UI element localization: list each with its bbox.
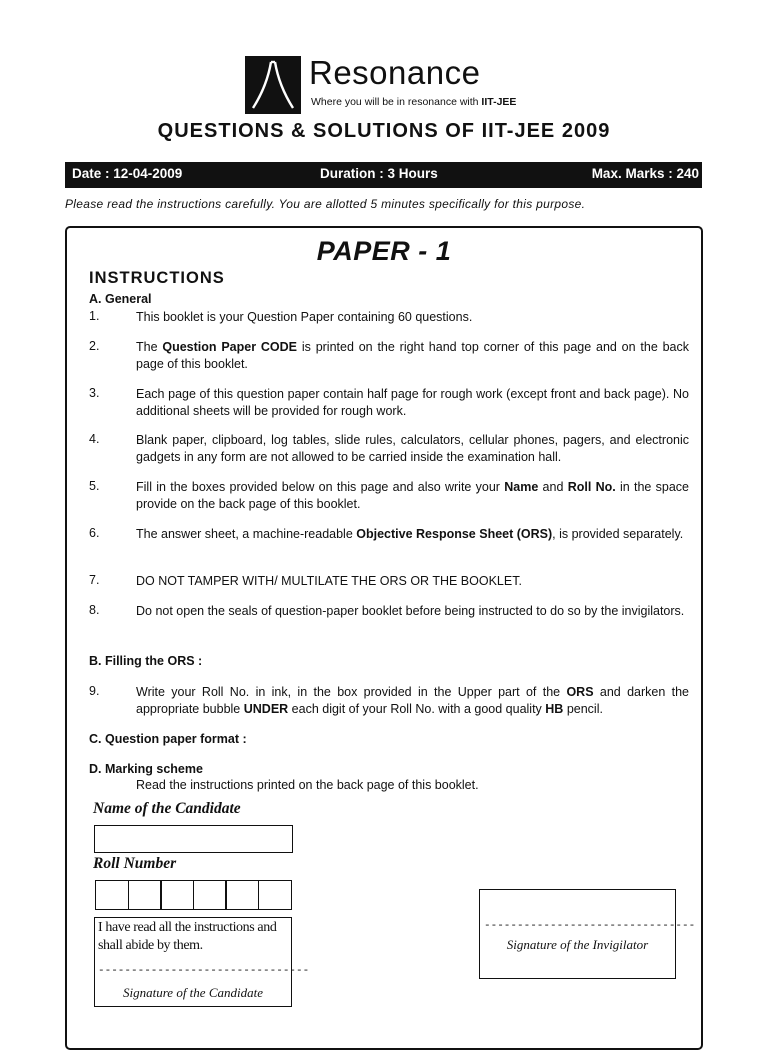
instruction-emphasis: ORS [566, 685, 594, 699]
exam-max-marks: Max. Marks : 240 [591, 166, 699, 181]
instruction-text-part: The [136, 340, 163, 354]
instruction-text [136, 479, 689, 513]
instruction-emphasis: Name [504, 480, 539, 494]
exam-info-bar [65, 162, 702, 188]
logo-wordmark: Resonance [309, 54, 481, 91]
instruction-text-part: is printed on the right hand top corner of this page and on the back page of this booklet. [136, 340, 689, 371]
instruction-text-part: and darken the appropriate bubble [136, 685, 689, 716]
instruction-text [136, 432, 689, 466]
instruction-emphasis: Roll No. [567, 480, 616, 494]
instruction-text-part: Fill in the boxes provided below on this page and also write your [136, 480, 505, 494]
section-filling-ors-heading: B. Filling the ORS : [89, 654, 203, 668]
instruction-text [136, 684, 689, 718]
instruction-text-part: This booklet is your Question Paper containing 60 questions. [136, 310, 473, 324]
roll-number-digit-box[interactable] [160, 880, 194, 910]
instruction-number: 2. [89, 339, 100, 353]
instruction-text-part: The answer sheet, a machine-readable [136, 527, 357, 541]
instruction-text [136, 603, 689, 620]
roll-number-digit-box[interactable] [128, 880, 162, 910]
section-question-format-heading: C. Question paper format : [89, 732, 247, 746]
logo-tagline-text: Where you will be in resonance with [311, 96, 482, 108]
instruction-text [136, 526, 689, 543]
instruction-number: 3. [89, 386, 100, 400]
document-title: QUESTIONS & SOLUTIONS OF IIT-JEE 2009 [157, 120, 611, 142]
candidate-signature-label: Signature of the Candidate [123, 985, 263, 1000]
roll-number-digit-box[interactable] [258, 880, 292, 910]
instruction-text-part: Do not open the seals of question-paper booklet before being instructed to do so by the invigilators. [136, 604, 685, 618]
instruction-number: 7. [89, 573, 100, 587]
section-general-heading: A. General [89, 292, 152, 306]
instruction-text-part: , is provided separately. [552, 527, 684, 541]
paper-title: PAPER - 1 [316, 236, 452, 266]
instruction-emphasis: Objective Response Sheet (ORS) [356, 527, 553, 541]
resonance-logo [245, 56, 525, 116]
instruction-text [136, 309, 689, 326]
marking-scheme-text: Read the instructions printed on the back page of this booklet. [136, 778, 479, 792]
instruction-text-part: in the space provide on the back page of this booklet. [136, 480, 689, 511]
instruction-text-part: each digit of your Roll No. with a good quality [288, 702, 546, 716]
instruction-text [136, 339, 689, 373]
exam-date: Date : 12-04-2009 [72, 166, 183, 181]
invigilator-signature-label: Signature of the Invigilator [506, 937, 649, 952]
exam-duration: Duration : 3 Hours [320, 166, 438, 181]
candidate-signature-line: -------------------------------- [98, 965, 310, 977]
invigilator-signature-line: -------------------------------- [484, 920, 696, 932]
candidate-name-label: Name of the Candidate [93, 800, 241, 817]
instruction-number: 6. [89, 526, 100, 540]
instruction-emphasis: UNDER [243, 702, 289, 716]
instruction-text-part: pencil. [563, 702, 603, 716]
instruction-number: 5. [89, 479, 100, 493]
instruction-text [136, 386, 689, 420]
roll-number-digit-box[interactable] [193, 880, 227, 910]
candidate-name-field[interactable] [94, 825, 293, 853]
instructions-heading: INSTRUCTIONS [89, 269, 225, 287]
roll-number-boxes [95, 880, 290, 910]
instruction-text [136, 573, 689, 590]
instruction-number: 9. [89, 684, 100, 698]
read-instructions-note: Please read the instructions carefully. You are allotted 5 minutes specifically for this purpose. [65, 197, 586, 211]
instruction-emphasis: Question Paper CODE [162, 340, 298, 354]
section-marking-scheme-heading: D. Marking scheme [89, 762, 203, 776]
candidate-declaration: I have read all the instructions and shall abide by them. [98, 920, 277, 953]
roll-number-digit-box[interactable] [225, 880, 259, 910]
instruction-text-part: and [538, 480, 568, 494]
instruction-text-part: DO NOT TAMPER WITH/ MULTILATE THE ORS OR THE BOOKLET. [136, 574, 522, 588]
roll-number-label: Roll Number [93, 855, 177, 872]
instruction-text-part: Blank paper, clipboard, log tables, slide rules, calculators, cellular phones, pagers, and electronic gadgets in any form are not allowed to be carried inside the examination hall. [136, 433, 689, 464]
instruction-emphasis: HB [545, 702, 564, 716]
invigilator-signature-box[interactable] [479, 889, 676, 979]
instruction-number: 4. [89, 432, 100, 446]
logo-mark-icon [245, 56, 301, 114]
instruction-number: 1. [89, 309, 100, 323]
instruction-number: 8. [89, 603, 100, 617]
roll-number-digit-box[interactable] [95, 880, 129, 910]
instruction-text-part: Each page of this question paper contain half page for rough work (except front and back page). No additional sheets will be provided for rough work. [136, 387, 689, 418]
logo-tagline [311, 96, 516, 108]
instruction-text-part: Write your Roll No. in ink, in the box provided in the Upper part of the [136, 685, 567, 699]
logo-tagline-bold: IIT-JEE [481, 96, 517, 108]
